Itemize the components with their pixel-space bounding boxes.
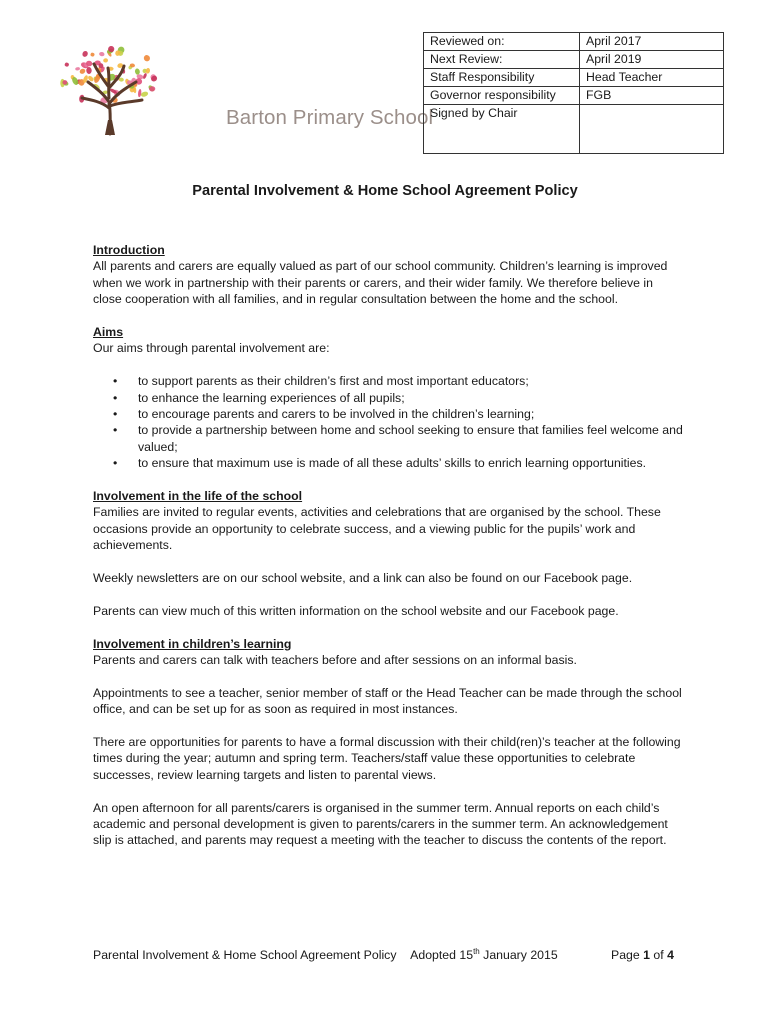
review-value: April 2019 — [580, 51, 724, 69]
review-value: April 2017 — [580, 33, 724, 51]
section-heading: Involvement in the life of the school — [93, 489, 303, 504]
leaf-shape — [143, 54, 152, 63]
paragraph: Weekly newsletters are on our school website, and a link can also be found on our Facebook page. — [93, 571, 633, 586]
section-heading: Involvement in children’s learning — [93, 636, 292, 651]
paragraph: An open afternoon for all parents/carers is organised in the summer term. Annual reports on each child’s academic and personal development is given to parents/carers in the summer term. An acknowledgement slip is attached, and parents may request a meeting with the teacher to discuss the contents of the report. — [93, 800, 668, 848]
tree-logo-icon — [52, 42, 172, 137]
leaf-shape — [64, 62, 69, 67]
school-logo — [52, 42, 434, 137]
paragraph: Our aims through parental involvement are: — [93, 341, 330, 356]
paragraph: Parents can view much of this written information on the school website and our Facebook page. — [93, 603, 619, 618]
list-item: • to enhance the learning experiences of all pupils; — [93, 390, 683, 406]
page-title: Parental Involvement & Home School Agreement Policy — [192, 183, 578, 199]
page-number: Page 1 of 4 — [611, 948, 674, 962]
table-row — [424, 87, 724, 105]
paragraph: Parents and carers can talk with teachers before and after sessions on an informal basis. — [93, 653, 577, 668]
paragraph: There are opportunities for parents to have a formal discussion with their child(ren)’s teacher at the following times during the year; autumn and spring term. Teachers/staff value these opportunities to celebrate successes, review learning targets and listen to parental views. — [93, 735, 681, 782]
leaf-shape — [140, 91, 148, 98]
leaf-shape — [75, 67, 80, 71]
review-table — [423, 32, 724, 154]
leaf-shape — [142, 73, 147, 80]
leaf-shape — [90, 52, 95, 57]
leaf-shape — [145, 68, 150, 74]
review-label: Next Review: — [424, 51, 580, 69]
review-label: Governor responsibility — [424, 87, 580, 105]
paragraph: Families are invited to regular events, activities and celebrations that are organised by the school. These occasions provide an opportunity to celebrate success, and a viewing public for the pupils’ work and achievements. — [93, 505, 661, 553]
review-value: FGB — [580, 87, 724, 105]
list-item: • to provide a partnership between home and school seeking to ensure that families feel welcome and valued; — [93, 422, 683, 455]
page-footer — [93, 948, 693, 962]
table-row — [424, 51, 724, 69]
leaf-shape — [81, 50, 89, 58]
leaf-shape — [138, 89, 142, 98]
paragraph: Appointments to see a teacher, senior member of staff or the Head Teacher can be made through the school office, and can be set up for as soon as required in most instances. — [93, 685, 682, 717]
leaf-shape — [134, 68, 140, 75]
table-row — [424, 69, 724, 87]
review-label: Reviewed on: — [424, 33, 580, 51]
table-row — [424, 105, 724, 154]
signature-cell — [580, 105, 724, 154]
list-item: • to ensure that maximum use is made of all these adults’ skills to enrich learning opportunities. — [93, 455, 683, 471]
document-body — [93, 242, 683, 849]
review-label: Staff Responsibility — [424, 69, 580, 87]
school-name: Barton Primary School — [226, 106, 434, 129]
list-item: • to support parents as their children’s first and most important educators; — [93, 373, 683, 389]
section-heading: Introduction — [93, 243, 165, 257]
list-item: • to encourage parents and carers to be involved in the children’s learning; — [93, 406, 683, 422]
footer-adopted: Adopted 15th January 2015 — [410, 946, 558, 962]
section-heading: Aims — [93, 325, 124, 340]
leaf-shape — [79, 68, 86, 75]
leaf-shape — [103, 58, 108, 63]
aims-list — [93, 373, 683, 471]
leaf-shape — [99, 51, 105, 56]
review-value: Head Teacher — [580, 69, 724, 87]
review-label: Signed by Chair — [424, 105, 580, 154]
footer-policy-name: Parental Involvement & Home School Agreement Policy — [93, 948, 397, 962]
table-row — [424, 33, 724, 51]
paragraph: All parents and carers are equally valued as part of our school community. Children’s learning is improved when we work in partnership with their parents or carers, and their wider family. We therefore believe in close cooperation with all families, and in regular consultation between the home and the school. — [93, 259, 668, 307]
